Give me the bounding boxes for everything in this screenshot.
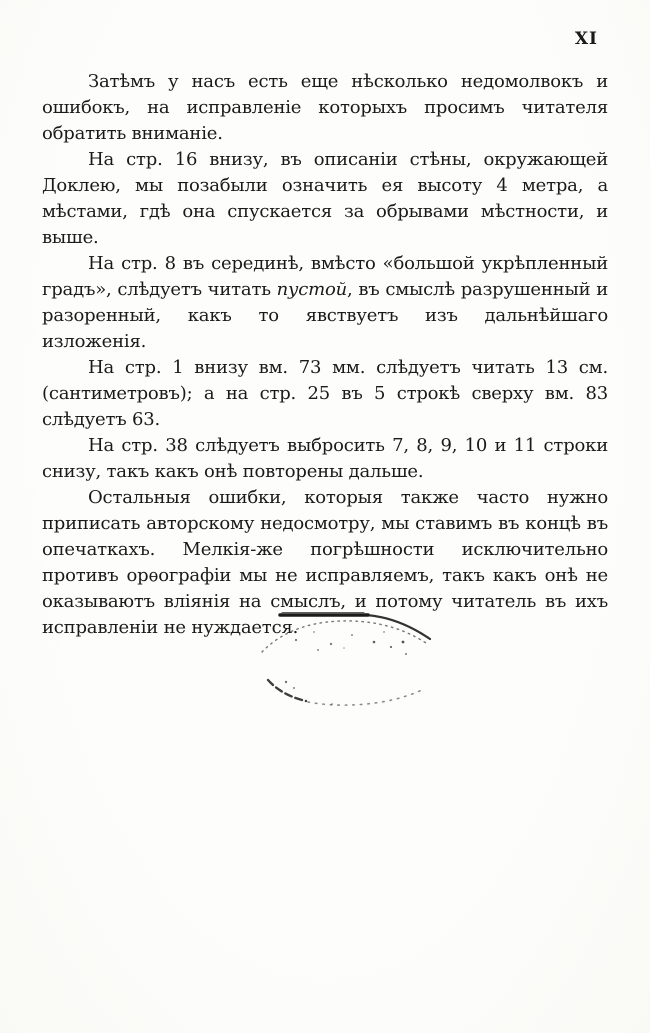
errata-paragraph-6: Остальныя ошибки, которыя также часто нужно приписать авторскому недосмотру, мы ставимъ въ концѣ въ опечаткахъ. Мелкія-же погрѣшности исключительно противъ орѳографіи мы не исправляемъ, такъ какъ онѣ не оказываютъ вліянія на смыслъ, и потому читатель въ ихъ исправленіи не нуждается. <box>42 487 608 638</box>
paragraph-3-italic-word: пустой <box>276 279 348 300</box>
errata-paragraph-2: На стр. 16 внизу, въ описаніи стѣны, окружающей Доклею, мы позабыли означить ея высоту 4 метра, а мѣстами, гдѣ она спускается за обрывами мѣстности, и выше. <box>42 149 608 248</box>
errata-paragraph-1: Затѣмъ у насъ есть еще нѣсколько недомолвокъ и ошибокъ, на исправленіе которыхъ просимъ читателя обратить вниманіе. <box>42 71 608 144</box>
faded-oval-ink-stamp <box>256 602 448 712</box>
faded-oval-ink-stamp-graphic <box>256 602 448 712</box>
paragraph-3-text-after: , въ смыслѣ разрушенный и разоренный, какъ то явствуетъ изъ дальнѣйшаго изложенія. <box>42 279 608 352</box>
errata-paragraph-4: На стр. 1 внизу вм. 73 мм. слѣдуетъ читать 13 см. (сантиметровъ); а на стр. 25 въ 5 строкѣ сверху вм. 83 слѣдуетъ 63. <box>42 357 608 430</box>
page-number: XI <box>574 29 598 49</box>
paragraph-3-text-before: На стр. 8 въ серединѣ, вмѣсто «большой укрѣпленный градъ», слѣдуетъ читать <box>42 253 608 300</box>
errata-text-block <box>42 69 608 641</box>
errata-paragraph-3 <box>42 251 608 355</box>
errata-paragraph-5: На стр. 38 слѣдуетъ выбросить 7, 8, 9, 10 и 11 строки снизу, такъ какъ онѣ повторены дальше. <box>42 435 608 482</box>
